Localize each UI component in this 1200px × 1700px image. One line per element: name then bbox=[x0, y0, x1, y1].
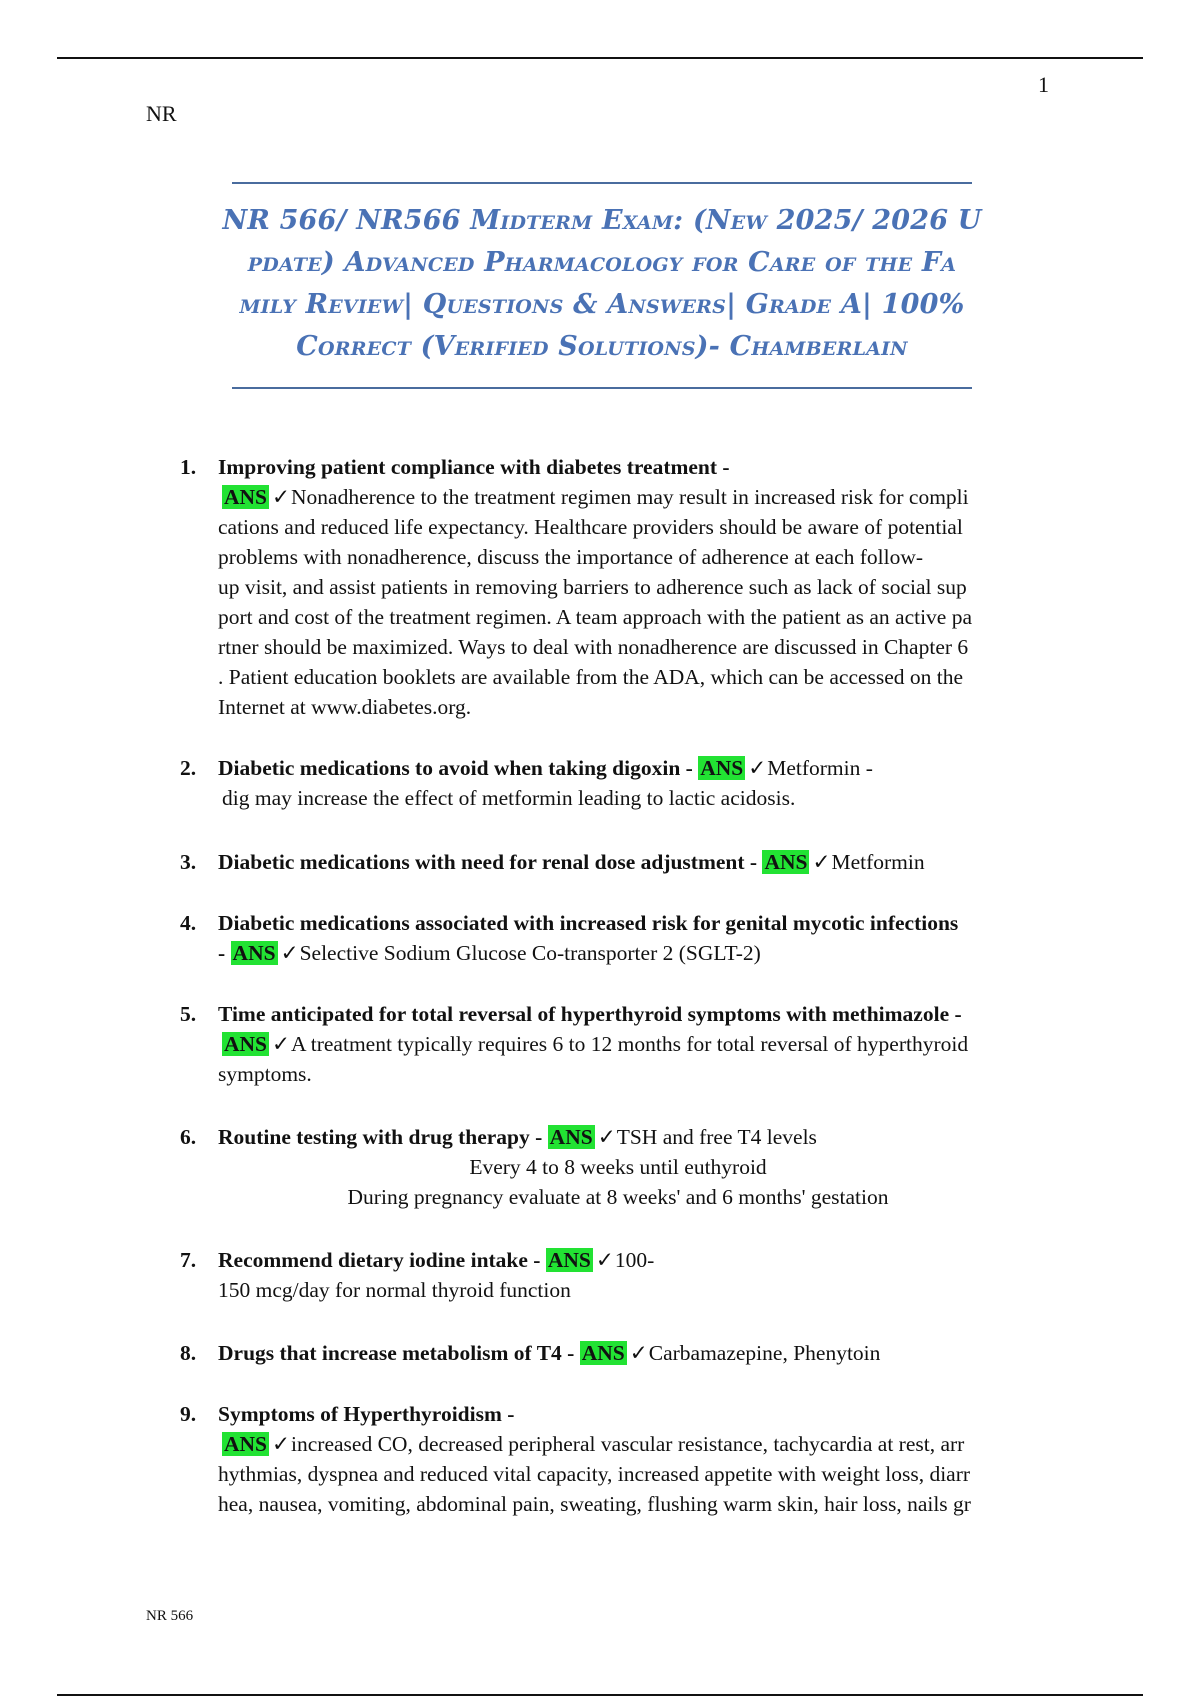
ans-badge: ANS bbox=[224, 1032, 268, 1056]
check-mark-icon: ✓ bbox=[812, 850, 831, 874]
ans-badge: ANS bbox=[581, 1341, 625, 1365]
check-mark-icon: ✓ bbox=[595, 1248, 614, 1272]
qa-item bbox=[178, 753, 1058, 813]
ans-badge: ANS bbox=[700, 756, 744, 780]
item-number: 4. bbox=[180, 911, 197, 935]
answer-line: hythmias, dyspnea and reduced vital capacity, increased appetite with weight loss, diarr bbox=[218, 1462, 971, 1486]
check-mark-icon: ✓ bbox=[629, 1341, 648, 1365]
question-text: Time anticipated for total reversal of hyperthyroid symptoms with methimazole - bbox=[218, 1002, 962, 1026]
running-header: NR bbox=[146, 101, 177, 126]
qa-item bbox=[178, 999, 1058, 1089]
question-text: Routine testing with drug therapy - bbox=[218, 1125, 543, 1149]
document-title bbox=[222, 200, 982, 368]
qa-item bbox=[178, 1338, 1058, 1368]
title-line: mily Review| Questions & Answers| Grade A| 100% bbox=[239, 289, 965, 320]
qa-item bbox=[178, 452, 1058, 722]
ans-badge: ANS bbox=[764, 850, 808, 874]
check-mark-icon: ✓ bbox=[597, 1125, 616, 1149]
answer-line: During pregnancy evaluate at 8 weeks' and 6 months' gestation bbox=[347, 1185, 889, 1209]
answer-line: cations and reduced life expectancy. Healthcare providers should be aware of potential bbox=[218, 515, 963, 539]
qa-item bbox=[178, 847, 1058, 877]
answer-line: . Patient education booklets are available from the ADA, which can be accessed on the bbox=[218, 665, 964, 689]
ans-badge: ANS bbox=[232, 941, 276, 965]
question-dash: - bbox=[218, 941, 226, 965]
ans-badge: ANS bbox=[224, 1432, 268, 1456]
answer-text: Metformin bbox=[831, 850, 925, 874]
answer-text: Metformin - bbox=[767, 756, 873, 780]
check-mark-icon: ✓ bbox=[280, 941, 299, 965]
check-mark-icon: ✓ bbox=[272, 1032, 291, 1056]
title-rule-top bbox=[232, 182, 972, 184]
ans-badge: ANS bbox=[224, 485, 268, 509]
answer-line: 150 mcg/day for normal thyroid function bbox=[218, 1278, 571, 1302]
page-number: 1 bbox=[1038, 72, 1049, 97]
answer-text: Carbamazepine, Phenytoin bbox=[648, 1341, 881, 1365]
item-number: 9. bbox=[180, 1402, 197, 1426]
title-line: NR 566/ NR566 Midterm Exam: (New 2025/ 2026 U bbox=[222, 205, 982, 236]
question-text: Improving patient compliance with diabetes treatment - bbox=[218, 455, 730, 479]
question-text: Recommend dietary iodine intake - bbox=[218, 1248, 541, 1272]
question-text: Symptoms of Hyperthyroidism - bbox=[218, 1402, 515, 1426]
question-text: Diabetic medications associated with increased risk for genital mycotic infections bbox=[218, 911, 959, 935]
item-number: 2. bbox=[180, 756, 197, 780]
question-text: Drugs that increase metabolism of T4 - bbox=[218, 1341, 575, 1365]
answer-line: up visit, and assist patients in removing barriers to adherence such as lack of social sup bbox=[218, 575, 967, 599]
qa-item bbox=[178, 1399, 1058, 1519]
answer-line: Every 4 to 8 weeks until euthyroid bbox=[469, 1155, 767, 1179]
check-mark-icon: ✓ bbox=[748, 756, 767, 780]
item-number: 5. bbox=[180, 1002, 197, 1026]
question-list bbox=[178, 452, 1058, 1519]
answer-line: increased CO, decreased peripheral vascular resistance, tachycardia at rest, arr bbox=[291, 1432, 965, 1456]
item-number: 6. bbox=[180, 1125, 197, 1149]
title-line: pdate) Advanced Pharmacology for Care of the Fa bbox=[247, 247, 957, 278]
answer-line: Internet at www.diabetes.org. bbox=[218, 695, 472, 719]
qa-item bbox=[178, 1245, 1058, 1305]
answer-line: hea, nausea, vomiting, abdominal pain, sweating, flushing warm skin, hair loss, nails gr bbox=[218, 1492, 971, 1516]
check-mark-icon: ✓ bbox=[272, 1432, 291, 1456]
qa-item bbox=[178, 1122, 1058, 1212]
answer-line: dig may increase the effect of metformin leading to lactic acidosis. bbox=[222, 786, 796, 810]
question-text: Diabetic medications to avoid when taking digoxin - bbox=[218, 756, 693, 780]
answer-line: port and cost of the treatment regimen. A team approach with the patient as an active pa bbox=[218, 605, 973, 629]
answer-text: TSH and free T4 levels bbox=[616, 1125, 817, 1149]
answer-line: rtner should be maximized. Ways to deal with nonadherence are discussed in Chapter 6 bbox=[218, 635, 969, 659]
title-line: Correct (Verified Solutions)- Chamberlain bbox=[296, 331, 908, 362]
answer-line: symptoms. bbox=[218, 1062, 312, 1086]
title-rule-bottom bbox=[232, 387, 972, 389]
ans-badge: ANS bbox=[549, 1125, 593, 1149]
question-text: Diabetic medications with need for renal dose adjustment - bbox=[218, 850, 758, 874]
answer-line: A treatment typically requires 6 to 12 months for total reversal of hyperthyroid bbox=[291, 1032, 969, 1056]
ans-badge: ANS bbox=[547, 1248, 591, 1272]
answer-text: 100- bbox=[614, 1248, 655, 1272]
item-number: 8. bbox=[180, 1341, 197, 1365]
bottom-rule bbox=[57, 1694, 1143, 1696]
item-number: 7. bbox=[180, 1248, 197, 1272]
item-number: 3. bbox=[180, 850, 197, 874]
item-number: 1. bbox=[180, 455, 197, 479]
running-footer: NR 566 bbox=[146, 1608, 194, 1624]
answer-text: Selective Sodium Glucose Co-transporter 2 (SGLT-2) bbox=[299, 941, 761, 965]
qa-item bbox=[178, 908, 1058, 968]
answer-line: Nonadherence to the treatment regimen may result in increased risk for compli bbox=[291, 485, 969, 509]
check-mark-icon: ✓ bbox=[272, 485, 291, 509]
top-rule bbox=[57, 57, 1143, 59]
answer-line: problems with nonadherence, discuss the importance of adherence at each follow- bbox=[218, 545, 924, 569]
